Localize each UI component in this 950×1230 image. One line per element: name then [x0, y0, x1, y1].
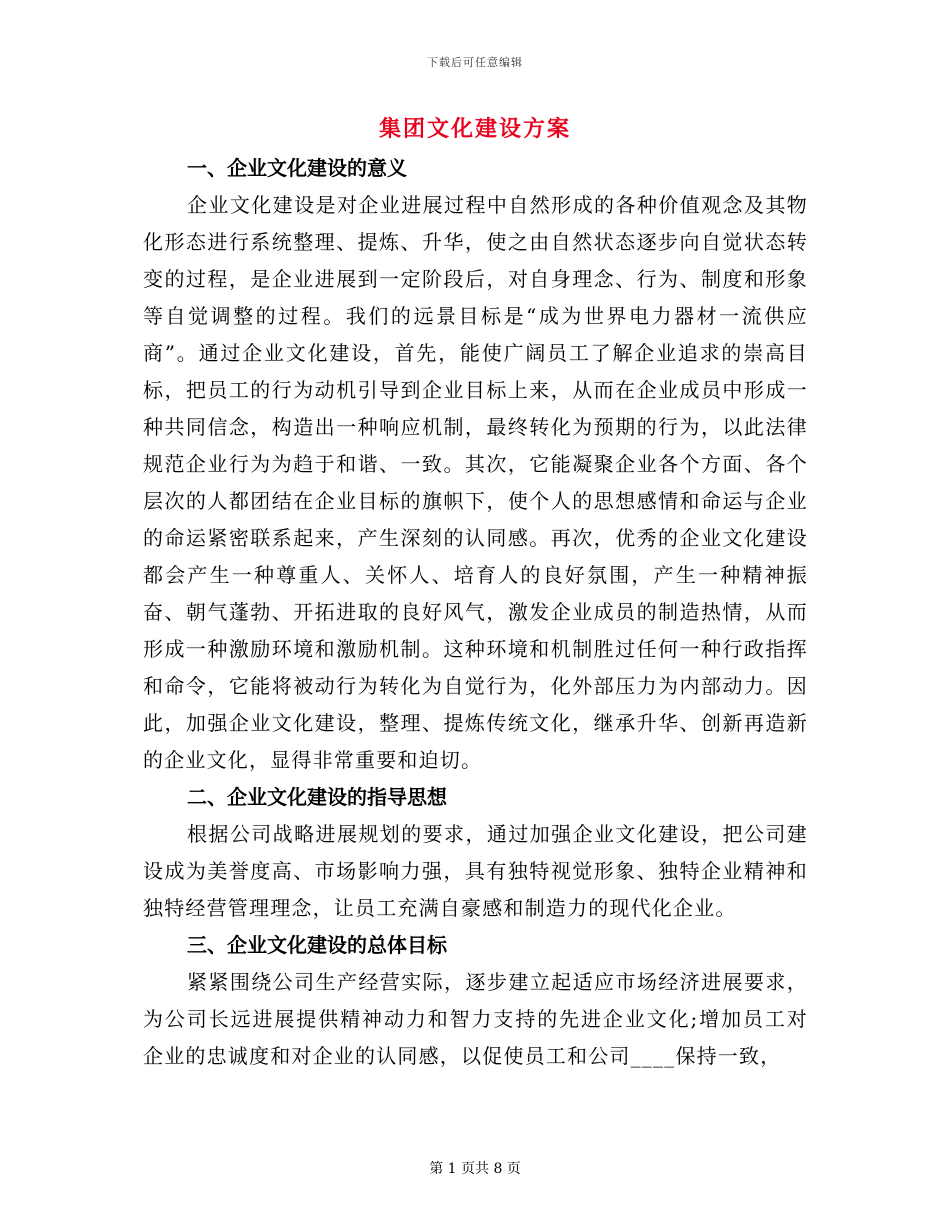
header-note: 下载后可任意编辑 [427, 56, 523, 69]
document-title: 集团文化建设方案 [378, 116, 571, 142]
page-number: 第 1 页共 8 页 [429, 1161, 521, 1177]
section-paragraph-overall-goal: 紧紧围绕公司生产经营实际，逐步建立起适应市场经济进展要求，为公司长远进展提供精神动力和智力支持的先进企业文化;增加员工对企业的忠诚度和对企业的认同感，以促使员工和公司____保持一致， [143, 970, 808, 1068]
section-paragraph-significance: 企业文化建设是对企业进展过程中自然形成的各种价值观念及其物化形态进行系统整理、提炼、升华，使之由自然状态逐步向自觉状态转变的过程，是企业进展到一定阶段后，对自身理念、行为、制度和形象等自觉调整的过程。我们的远景目标是“成为世界电力器材一流供应商”。通过企业文化建设，首先，能使广阔员工了解企业追求的崇高目标，把员工的行为动机引导到企业目标上来，从而在企业成员中形成一种共同信念，构造出一种响应机制，最终转化为预期的行为，以此法律规范企业行为为趋于和谐、一致。其次，它能凝聚企业各个方面、各个层次的人都团结在企业目标的旗帜下，使个人的思想感情和命运与企业的命运紧密联系起来，产生深刻的认同感。再次，优秀的企业文化建设都会产生一种尊重人、关怀人、培育人的良好氛围，产生一种精神振奋、朝气蓬勃、开拓进取的良好风气，激发企业成员的制造热情，从而形成一种激励环境和激励机制。这种环境和机制胜过任何一种行政指挥和命令，它能将被动行为转化为自觉行为，化外部压力为内部动力。因此，加强企业文化建设，整理、提炼传统文化，继承升华、创新再造新的企业文化，显得非常重要和迫切。 [143, 193, 808, 772]
section-heading-guiding-ideology: 二、企业文化建设的指导思想 [187, 785, 447, 809]
section-heading-significance: 一、企业文化建设的意义 [187, 156, 407, 180]
section-paragraph-guiding-ideology: 根据公司战略进展规划的要求，通过加强企业文化建设，把公司建设成为美誉度高、市场影响力强，具有独特视觉形象、独特企业精神和独特经营管理理念，让员工充满自豪感和制造力的现代化企业。 [143, 822, 808, 920]
section-heading-overall-goal: 三、企业文化建设的总体目标 [187, 933, 447, 957]
document-body [143, 150, 808, 1075]
